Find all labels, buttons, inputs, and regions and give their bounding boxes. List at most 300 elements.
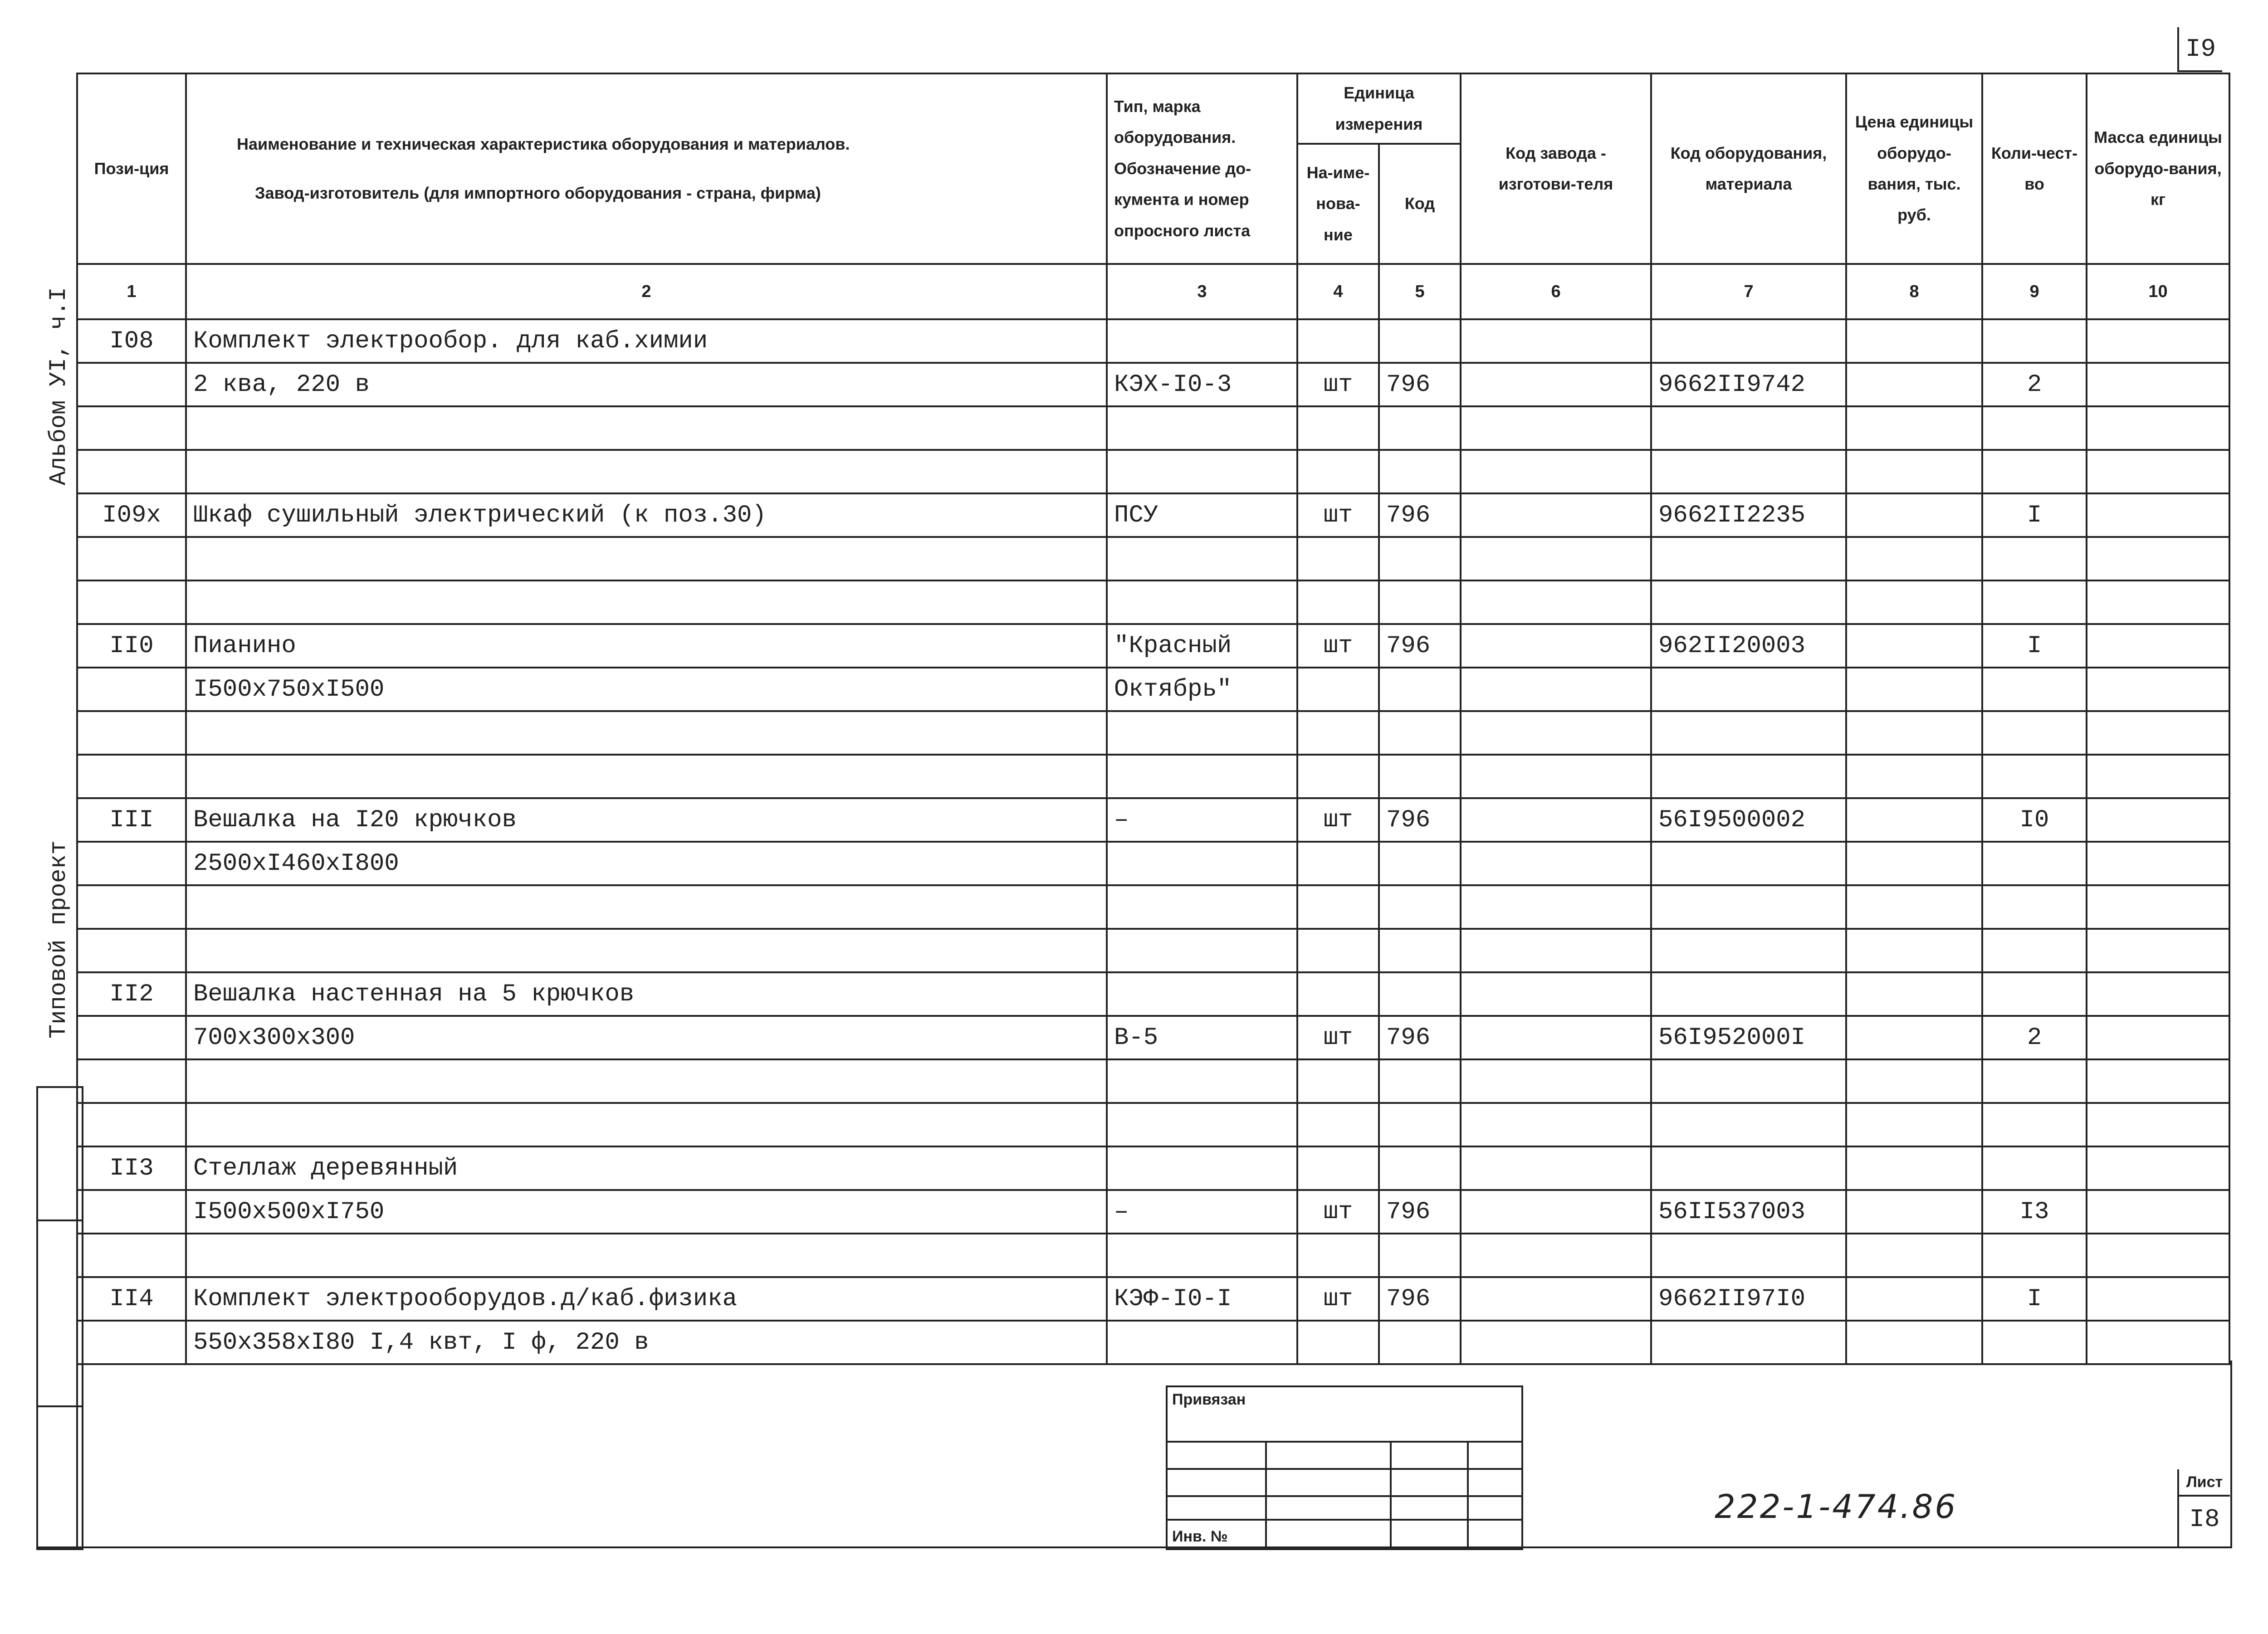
document-number: 222-1-474.86 — [1715, 1488, 1958, 1526]
colnum-3: 3 — [1107, 264, 1297, 319]
factory-code-cell — [1461, 1234, 1651, 1277]
list-label: Лист — [2179, 1469, 2230, 1497]
price-cell — [1846, 319, 1982, 363]
type-cell: КЭХ-I0-3 — [1107, 363, 1297, 406]
name-cell: Шкаф сушильный электрический (к поз.30) — [186, 493, 1107, 537]
type-cell — [1107, 929, 1297, 972]
name-cell — [186, 580, 1107, 624]
quantity-cell — [1982, 929, 2087, 972]
quantity-cell — [1982, 711, 2087, 755]
unit-cell — [1297, 1146, 1379, 1190]
table-row — [77, 1103, 2229, 1146]
table-row — [77, 319, 2229, 363]
quantity-cell: 2 — [1982, 363, 2087, 406]
name-cell: Комплект электрооборудов.д/каб.физика — [186, 1277, 1107, 1321]
position-cell — [77, 711, 186, 755]
position-cell — [77, 1190, 186, 1234]
unit-code-cell — [1379, 580, 1461, 624]
unit-cell — [1297, 1059, 1379, 1103]
binding-stamp — [1166, 1385, 1523, 1550]
header-factory-code: Код завода - изготови-теля — [1461, 73, 1651, 264]
quantity-cell: I0 — [1982, 798, 2087, 842]
price-cell — [1846, 929, 1982, 972]
table-row — [77, 972, 2229, 1016]
type-cell — [1107, 842, 1297, 885]
position-cell: I08 — [77, 319, 186, 363]
mass-cell — [2087, 711, 2229, 755]
equipment-code-cell — [1651, 406, 1846, 450]
type-cell — [1107, 1321, 1297, 1364]
position-cell: II2 — [77, 972, 186, 1016]
price-cell — [1846, 1059, 1982, 1103]
factory-code-cell — [1461, 1103, 1651, 1146]
position-cell: I09x — [77, 493, 186, 537]
mass-cell — [2087, 363, 2229, 406]
position-cell — [77, 668, 186, 711]
unit-cell — [1297, 755, 1379, 798]
mass-cell — [2087, 493, 2229, 537]
position-cell — [77, 580, 186, 624]
header-quantity: Коли-чест-во — [1982, 73, 2087, 264]
unit-cell — [1297, 1234, 1379, 1277]
unit-cell: шт — [1297, 1277, 1379, 1321]
position-cell — [77, 755, 186, 798]
equipment-code-cell: 56II537003 — [1651, 1190, 1846, 1234]
price-cell — [1846, 1277, 1982, 1321]
name-cell — [186, 755, 1107, 798]
name-cell: Вешалка настенная на 5 крючков — [186, 972, 1107, 1016]
table-row — [77, 755, 2229, 798]
price-cell — [1846, 885, 1982, 929]
colnum-4: 4 — [1297, 264, 1379, 319]
quantity-cell — [1982, 1059, 2087, 1103]
quantity-cell — [1982, 842, 2087, 885]
mass-cell — [2087, 929, 2229, 972]
equipment-code-cell — [1651, 450, 1846, 493]
sheet-number: I9 — [2177, 27, 2222, 72]
unit-cell — [1297, 668, 1379, 711]
equipment-code-cell — [1651, 319, 1846, 363]
mass-cell — [2087, 755, 2229, 798]
factory-code-cell — [1461, 450, 1651, 493]
unit-cell — [1297, 450, 1379, 493]
unit-cell: шт — [1297, 1190, 1379, 1234]
name-cell — [186, 1059, 1107, 1103]
unit-code-cell: 796 — [1379, 1277, 1461, 1321]
factory-code-cell — [1461, 711, 1651, 755]
equipment-code-cell — [1651, 1234, 1846, 1277]
table-row — [77, 1277, 2229, 1321]
equipment-code-cell — [1651, 1146, 1846, 1190]
unit-code-cell: 796 — [1379, 1190, 1461, 1234]
unit-cell — [1297, 319, 1379, 363]
unit-cell — [1297, 537, 1379, 580]
type-cell — [1107, 537, 1297, 580]
name-cell: 550x358xI80 I,4 квт, I ф, 220 в — [186, 1321, 1107, 1364]
colnum-8: 8 — [1846, 264, 1982, 319]
table-row — [77, 1059, 2229, 1103]
type-cell — [1107, 755, 1297, 798]
unit-code-cell — [1379, 1234, 1461, 1277]
quantity-cell — [1982, 319, 2087, 363]
quantity-cell — [1982, 580, 2087, 624]
quantity-cell: I — [1982, 1277, 2087, 1321]
factory-code-cell — [1461, 319, 1651, 363]
factory-code-cell — [1461, 885, 1651, 929]
position-cell: II3 — [77, 1146, 186, 1190]
position-cell — [77, 450, 186, 493]
unit-code-cell — [1379, 755, 1461, 798]
colnum-7: 7 — [1651, 264, 1846, 319]
mass-cell — [2087, 1103, 2229, 1146]
table-row — [77, 450, 2229, 493]
colnum-10: 10 — [2087, 264, 2229, 319]
quantity-cell — [1982, 972, 2087, 1016]
equipment-code-cell — [1651, 885, 1846, 929]
factory-code-cell — [1461, 1190, 1651, 1234]
factory-code-cell — [1461, 798, 1651, 842]
unit-cell: шт — [1297, 363, 1379, 406]
factory-code-cell — [1461, 580, 1651, 624]
price-cell — [1846, 450, 1982, 493]
unit-cell: шт — [1297, 1016, 1379, 1059]
mass-cell — [2087, 319, 2229, 363]
position-cell — [77, 363, 186, 406]
position-cell — [77, 929, 186, 972]
price-cell — [1846, 711, 1982, 755]
factory-code-cell — [1461, 1146, 1651, 1190]
mass-cell — [2087, 1321, 2229, 1364]
name-cell — [186, 1103, 1107, 1146]
header-name-line2: Завод-изготовитель (для импортного оборудования - страна, фирма) — [255, 184, 821, 202]
header-equipment-code: Код оборудования, материала — [1651, 73, 1846, 264]
header-position: Пози-ция — [77, 73, 186, 264]
mass-cell — [2087, 1190, 2229, 1234]
quantity-cell — [1982, 1103, 2087, 1146]
unit-cell: шт — [1297, 493, 1379, 537]
price-cell — [1846, 842, 1982, 885]
unit-code-cell: 796 — [1379, 1016, 1461, 1059]
equipment-code-cell — [1651, 929, 1846, 972]
quantity-cell: 2 — [1982, 1016, 2087, 1059]
table-row — [77, 624, 2229, 668]
equipment-code-cell — [1651, 1059, 1846, 1103]
position-cell — [77, 1103, 186, 1146]
unit-code-cell — [1379, 1103, 1461, 1146]
mass-cell — [2087, 406, 2229, 450]
type-cell — [1107, 885, 1297, 929]
table-row — [77, 537, 2229, 580]
equipment-code-cell — [1651, 711, 1846, 755]
price-cell — [1846, 1321, 1982, 1364]
equipment-code-cell: 9662II9742 — [1651, 363, 1846, 406]
equipment-code-cell — [1651, 755, 1846, 798]
type-cell: Октябрь" — [1107, 668, 1297, 711]
unit-cell — [1297, 1103, 1379, 1146]
mass-cell — [2087, 1016, 2229, 1059]
position-cell — [77, 537, 186, 580]
table-row — [77, 1234, 2229, 1277]
table-row — [77, 1146, 2229, 1190]
factory-code-cell — [1461, 493, 1651, 537]
equipment-code-cell: 9662II97I0 — [1651, 1277, 1846, 1321]
table-row — [77, 363, 2229, 406]
unit-cell — [1297, 1321, 1379, 1364]
price-cell — [1846, 580, 1982, 624]
unit-cell — [1297, 406, 1379, 450]
name-cell — [186, 537, 1107, 580]
table-row — [77, 1321, 2229, 1364]
equipment-code-cell — [1651, 580, 1846, 624]
unit-code-cell — [1379, 450, 1461, 493]
mass-cell — [2087, 1059, 2229, 1103]
mass-cell — [2087, 580, 2229, 624]
type-cell — [1107, 972, 1297, 1016]
colnum-2: 2 — [186, 264, 1107, 319]
unit-cell — [1297, 711, 1379, 755]
equipment-code-cell: 962II20003 — [1651, 624, 1846, 668]
table-row — [77, 493, 2229, 537]
unit-code-cell — [1379, 406, 1461, 450]
table-row — [77, 798, 2229, 842]
price-cell — [1846, 755, 1982, 798]
unit-code-cell — [1379, 668, 1461, 711]
header-price: Цена единицы оборудо-вания, тыс. руб. — [1846, 73, 1982, 264]
position-cell — [77, 1016, 186, 1059]
specification-table — [76, 73, 2230, 1365]
unit-code-cell: 796 — [1379, 363, 1461, 406]
unit-code-cell — [1379, 711, 1461, 755]
factory-code-cell — [1461, 972, 1651, 1016]
position-cell — [77, 842, 186, 885]
price-cell — [1846, 972, 1982, 1016]
position-cell — [77, 1234, 186, 1277]
unit-code-cell — [1379, 972, 1461, 1016]
side-label-project: Типовой проект — [45, 840, 72, 1039]
factory-code-cell — [1461, 363, 1651, 406]
mass-cell — [2087, 668, 2229, 711]
equipment-code-cell — [1651, 537, 1846, 580]
unit-cell — [1297, 929, 1379, 972]
position-cell: II4 — [77, 1277, 186, 1321]
specification-body — [77, 319, 2229, 1364]
factory-code-cell — [1461, 668, 1651, 711]
type-cell: – — [1107, 1190, 1297, 1234]
header-unit-name: На-име-нова-ние — [1297, 144, 1379, 264]
quantity-cell — [1982, 755, 2087, 798]
name-cell: Комплект электрообор. для каб.химии — [186, 319, 1107, 363]
table-row — [77, 711, 2229, 755]
list-number: I8 — [2189, 1505, 2220, 1534]
unit-cell — [1297, 885, 1379, 929]
unit-cell — [1297, 842, 1379, 885]
unit-code-cell — [1379, 1146, 1461, 1190]
type-cell — [1107, 406, 1297, 450]
factory-code-cell — [1461, 1059, 1651, 1103]
name-cell — [186, 711, 1107, 755]
unit-code-cell: 796 — [1379, 798, 1461, 842]
name-cell — [186, 929, 1107, 972]
factory-code-cell — [1461, 406, 1651, 450]
mass-cell — [2087, 624, 2229, 668]
table-row — [77, 929, 2229, 972]
quantity-cell: I — [1982, 493, 2087, 537]
quantity-cell — [1982, 537, 2087, 580]
quantity-cell — [1982, 1234, 2087, 1277]
position-cell — [77, 1059, 186, 1103]
price-cell — [1846, 624, 1982, 668]
unit-code-cell — [1379, 1059, 1461, 1103]
price-cell — [1846, 1234, 1982, 1277]
mass-cell — [2087, 450, 2229, 493]
unit-code-cell — [1379, 319, 1461, 363]
name-cell: 2 ква, 220 в — [186, 363, 1107, 406]
factory-code-cell — [1461, 929, 1651, 972]
unit-code-cell: 796 — [1379, 624, 1461, 668]
position-cell — [77, 406, 186, 450]
quantity-cell — [1982, 450, 2087, 493]
quantity-cell — [1982, 885, 2087, 929]
colnum-9: 9 — [1982, 264, 2087, 319]
unit-code-cell: 796 — [1379, 493, 1461, 537]
type-cell — [1107, 1103, 1297, 1146]
unit-code-cell — [1379, 929, 1461, 972]
name-cell: Вешалка на I20 крючков — [186, 798, 1107, 842]
price-cell — [1846, 537, 1982, 580]
mass-cell — [2087, 798, 2229, 842]
header-name — [186, 73, 1107, 264]
table-row — [77, 1190, 2229, 1234]
factory-code-cell — [1461, 624, 1651, 668]
price-cell — [1846, 363, 1982, 406]
unit-code-cell — [1379, 842, 1461, 885]
quantity-cell — [1982, 668, 2087, 711]
bottom-rule — [36, 1546, 2229, 1548]
quantity-cell: I — [1982, 624, 2087, 668]
equipment-code-cell — [1651, 842, 1846, 885]
name-cell — [186, 885, 1107, 929]
position-cell: III — [77, 798, 186, 842]
position-cell — [77, 1321, 186, 1364]
table-row — [77, 406, 2229, 450]
type-cell: ПСУ — [1107, 493, 1297, 537]
name-cell — [186, 450, 1107, 493]
colnum-5: 5 — [1379, 264, 1461, 319]
header-unit-code: Код — [1379, 144, 1461, 264]
price-cell — [1846, 1016, 1982, 1059]
table-row — [77, 668, 2229, 711]
unit-cell: шт — [1297, 624, 1379, 668]
type-cell: – — [1107, 798, 1297, 842]
factory-code-cell — [1461, 537, 1651, 580]
type-cell — [1107, 319, 1297, 363]
type-cell: "Красный — [1107, 624, 1297, 668]
factory-code-cell — [1461, 1277, 1651, 1321]
table-row — [77, 885, 2229, 929]
price-cell — [1846, 1190, 1982, 1234]
equipment-code-cell — [1651, 1103, 1846, 1146]
stamp-bound-label: Привязан — [1172, 1391, 1246, 1408]
factory-code-cell — [1461, 1016, 1651, 1059]
price-cell — [1846, 1103, 1982, 1146]
equipment-code-cell — [1651, 972, 1846, 1016]
table-row — [77, 580, 2229, 624]
quantity-cell: I3 — [1982, 1190, 2087, 1234]
mass-cell — [2087, 1277, 2229, 1321]
type-cell — [1107, 1234, 1297, 1277]
price-cell — [1846, 798, 1982, 842]
equipment-code-cell: 9662II2235 — [1651, 493, 1846, 537]
colnum-1: 1 — [77, 264, 186, 319]
unit-code-cell — [1379, 885, 1461, 929]
name-cell — [186, 406, 1107, 450]
equipment-code-cell — [1651, 1321, 1846, 1364]
name-cell — [186, 1234, 1107, 1277]
unit-code-cell — [1379, 1321, 1461, 1364]
price-cell — [1846, 1146, 1982, 1190]
name-cell: 2500xI460xI800 — [186, 842, 1107, 885]
header-name-line1: Наименование и техническая характеристика оборудования и материалов. — [237, 134, 850, 153]
unit-cell: шт — [1297, 798, 1379, 842]
price-cell — [1846, 493, 1982, 537]
type-cell — [1107, 450, 1297, 493]
type-cell: КЭФ-I0-I — [1107, 1277, 1297, 1321]
header-mass: Масса единицы оборудо-вания, кг — [2087, 73, 2229, 264]
quantity-cell — [1982, 406, 2087, 450]
type-cell — [1107, 711, 1297, 755]
factory-code-cell — [1461, 1321, 1651, 1364]
mass-cell — [2087, 842, 2229, 885]
colnum-6: 6 — [1461, 264, 1651, 319]
factory-code-cell — [1461, 755, 1651, 798]
side-label-album: Альбом УI, ч.I — [45, 287, 72, 485]
mass-cell — [2087, 972, 2229, 1016]
list-box — [2177, 1469, 2230, 1546]
price-cell — [1846, 406, 1982, 450]
quantity-cell — [1982, 1321, 2087, 1364]
type-cell — [1107, 1059, 1297, 1103]
equipment-code-cell: 56I952000I — [1651, 1016, 1846, 1059]
unit-cell — [1297, 972, 1379, 1016]
mass-cell — [2087, 885, 2229, 929]
stamp-inv-label: Инв. № — [1172, 1528, 1228, 1545]
table-row — [77, 842, 2229, 885]
name-cell: Стеллаж деревянный — [186, 1146, 1107, 1190]
factory-code-cell — [1461, 842, 1651, 885]
equipment-code-cell — [1651, 668, 1846, 711]
price-cell — [1846, 668, 1982, 711]
name-cell: Пианино — [186, 624, 1107, 668]
position-cell: II0 — [77, 624, 186, 668]
type-cell: В-5 — [1107, 1016, 1297, 1059]
unit-code-cell — [1379, 537, 1461, 580]
position-cell — [77, 885, 186, 929]
name-cell: I500x500xI750 — [186, 1190, 1107, 1234]
name-cell: 700x300x300 — [186, 1016, 1107, 1059]
header-type: Тип, марка оборудования. Обозначение до-кумента и номер опросного листа — [1107, 73, 1297, 264]
mass-cell — [2087, 1146, 2229, 1190]
type-cell — [1107, 580, 1297, 624]
type-cell — [1107, 1146, 1297, 1190]
equipment-code-cell: 56I9500002 — [1651, 798, 1846, 842]
mass-cell — [2087, 537, 2229, 580]
mass-cell — [2087, 1234, 2229, 1277]
table-row — [77, 1016, 2229, 1059]
name-cell: I500x750xI500 — [186, 668, 1107, 711]
header-unit: Единица измерения — [1297, 73, 1461, 144]
quantity-cell — [1982, 1146, 2087, 1190]
unit-cell — [1297, 580, 1379, 624]
